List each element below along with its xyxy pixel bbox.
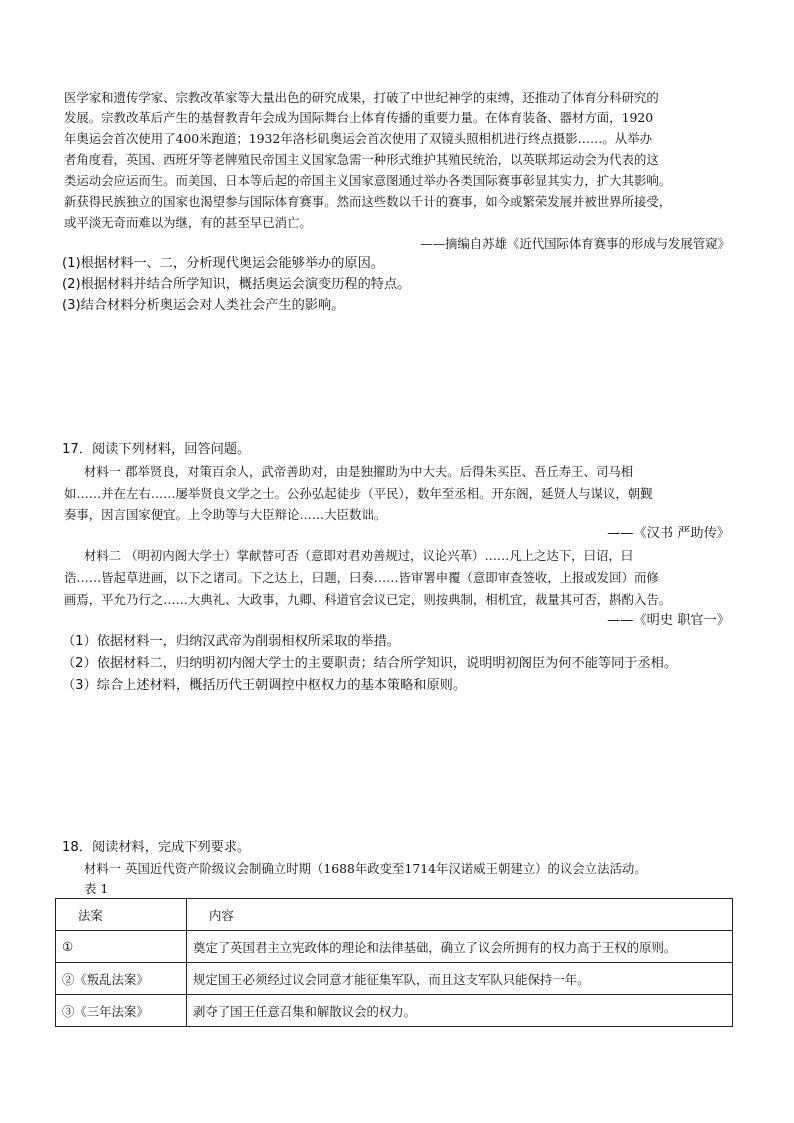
- material-text-line: 年奥运会首次使用了400米跑道；1932年洛杉矶奥运会首次使用了双镜头照相机进行终点摄影……。从举办: [64, 131, 652, 146]
- material-source: ——《明史 职官一》: [607, 613, 730, 628]
- material-text-line: 类运动会应运而生。而美国、日本等后起的帝国主义国家意图通过举办各类国际赛事彰显其实力，扩大其影响。: [64, 173, 672, 188]
- material-text-line: 医学家和遗传学家、宗教改革家等大量出色的研究成果，打破了中世纪神学的束缚，还推动了体育分科研究的: [64, 90, 659, 105]
- question-item: (1)根据材料一、二，分析现代奥运会能够举办的原因。: [62, 256, 384, 271]
- material-text-line: 新获得民族独立的国家也渴望参与国际体育赛事。然而这些数以千计的赛事，如今或繁荣发展并被世界所接受，: [64, 194, 672, 209]
- material-text-line: 材料一 郡举贤良，对策百余人，武帝善助对，由是独擢助为中大夫。后得朱买臣、吾丘寿王、司马相: [84, 464, 634, 479]
- table-cell: 奠定了英国君主立宪政体的理论和法律基础，确立了议会所拥有的权力高于王权的原则。: [187, 931, 733, 963]
- legislation-table: [55, 898, 733, 1027]
- question-title: 17．阅读下列材料，回答问题。: [62, 442, 251, 457]
- material-text-line: 画焉，平允乃行之……大典礼、大政事，九卿、科道官会议已定，则按典制，相机宜，裁量其可否，斟酌入告。: [64, 592, 672, 607]
- material-source: ——摘编自苏雄《近代国际体育赛事的形成与发展管窥》: [420, 236, 730, 251]
- table-cell: ②《叛乱法案》: [56, 963, 187, 995]
- material-text-line: 奏事，因言国家便宜。上令助等与大臣辩论……大臣数诎。: [64, 507, 387, 522]
- question-item: （1）依据材料一，归纳汉武帝为削弱相权所采取的举措。: [62, 634, 401, 649]
- material-text-line: 材料二 （明初内阁大学士）掌献替可否（意即对君劝善规过，议论兴革）……凡上之达下，曰诏，曰: [84, 548, 634, 563]
- material-text-line: 如……并在左右……屡举贤良文学之士。公孙弘起徒步（平民），数年至丞相。开东阁，延贤人与谋议，朝觐: [64, 486, 653, 501]
- table-header-row: [56, 899, 733, 931]
- material-text-line: 诰……皆起草进画，以下之诸司。下之达上，曰题，曰奏……皆审署申覆（意即审查签收，上报或发回）而修: [64, 570, 659, 585]
- question-item: （2）依据材料二，归纳明初内阁大学士的主要职责；结合所学知识，说明明初阁臣为何不能等同于丞相。: [62, 656, 678, 671]
- table-cell: ③《三年法案》: [56, 995, 187, 1027]
- material-source: ——《汉书 严助传》: [607, 526, 730, 541]
- table-cell: 规定国王必须经过议会同意才能征集军队，而且这支军队只能保持一年。: [187, 963, 733, 995]
- material-text-line: 者角度看，英国、西班牙等老牌殖民帝国主义国家急需一种形式维护其殖民统治，以英联邦运动会为代表的这: [64, 152, 659, 167]
- question-item: （3）综合上述材料，概括历代王朝调控中枢权力的基本策略和原则。: [62, 678, 467, 693]
- question-item: (2)根据材料并结合所学知识，概括奥运会演变历程的特点。: [62, 277, 411, 292]
- table-cell: ①: [56, 931, 187, 963]
- table-cell: 剥夺了国王任意召集和解散议会的权力。: [187, 995, 733, 1027]
- material-text-line: 材料一 英国近代资产阶级议会制确立时期（1688年政变至1714年汉诺威王朝建立）的议会立法活动。: [84, 861, 647, 876]
- question-title: 18．阅读材料，完成下列要求。: [62, 840, 251, 855]
- table-row: [56, 995, 733, 1027]
- table-header-cell: 内容: [187, 899, 733, 931]
- table-row: [56, 931, 733, 963]
- table-caption: 表 1: [84, 881, 109, 896]
- question-item: (3)结合材料分析奥运会对人类社会产生的影响。: [62, 298, 345, 313]
- table-row: [56, 963, 733, 995]
- table-header-cell: 法案: [56, 899, 187, 931]
- material-text-line: 发展。宗教改革后产生的基督教青年会成为国际舞台上体育传播的重要力量。在体育装备、器材方面，1920: [64, 110, 654, 125]
- material-text-line: 或平淡无奇而难以为继，有的甚至早已消亡。: [64, 215, 312, 230]
